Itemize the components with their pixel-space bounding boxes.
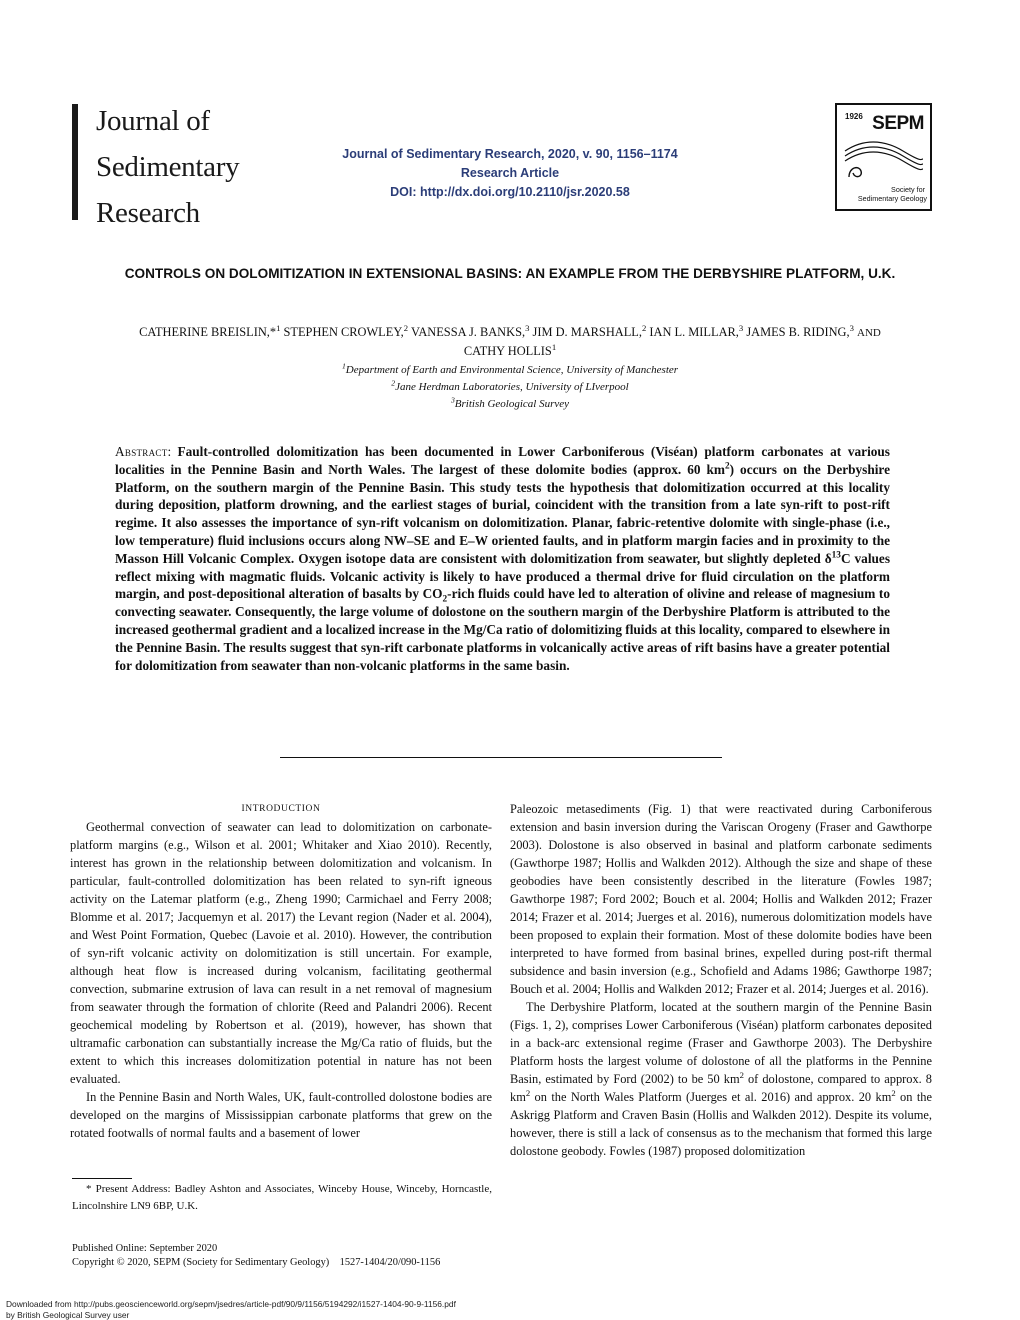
- journal-logo-bar: [72, 104, 78, 220]
- body-text: The Derbyshire Platform, located at the southern margin of the Pennine Basin (Figs. 1, 2), comprises Lower Carboniferous (Viséan) platform carbonates deposited in a back-arc extensional regime (Fraser and Gawthorpe 2003). The Derbyshire Platform hosts the largest volume of dolostone of all the platforms in the Pennine Basin, estimated by Ford (2002) to be 50 km: [510, 1000, 932, 1086]
- author-affil-sup: 2: [641, 322, 647, 333]
- author-affil-sup: 3: [738, 322, 744, 333]
- affiliation: [160, 396, 860, 412]
- download-url[interactable]: Downloaded from http://pubs.geoscienceworld.org/sepm/jsedres/article-pdf/90/9/1156/5194292/i1527-1404-90-9-1156.pdf: [6, 1299, 456, 1309]
- strata-icon: [843, 137, 925, 181]
- abstract-text: C values reflect mixing with magmatic fluids. Volcanic activity is likely to have produced a thermal drive for fluid circulation on the platform margin, and post-depositional alteration of basalts by CO: [115, 550, 890, 602]
- logo-caption: [858, 186, 925, 203]
- article-code: 1527-1404/20/090-1156: [339, 1257, 441, 1268]
- citation-block: [260, 145, 760, 202]
- author-affil-sup: 1: [276, 322, 281, 333]
- body-paragraph: Geothermal convection of seawater can lead to dolomitization on carbonate-platform margins (e.g., Wilson et al. 2001; Whitaker and Xiao 2010). Recently, interest has grown in the relationship between dolomitization and volcanism. In particular, fault-controlled dolomitization has been related to syn-rift igneous activity on the Latemar platform (e.g., Zheng 1990; Carmichael and Ferry 2008; Blomme et al. 2017; Jacquemyn et al. 2017) the Levant region (Nader et al. 2004), and West Point Formation, Quebec (Lavoie et al. 2010). However, the contribution of syn-rift volcanic activity on dolomitization is still uncertain. For example, although heat flow is increased during volcanism, facilitating geothermal convection, submarine extrusion of lava can result in a net removal of magnesium from seawater through the formation of chlorite (Reed and Palandri 2006). Recent geochemical modeling by Robertson et al. (2019), however, has shown that ultramafic carbonation can substantially increase the Mg/Ca ratio of fluids, but the extent to which this increases dolomitization potential in nature has not been evaluated.: [70, 820, 492, 1086]
- citation-line: Journal of Sedimentary Research, 2020, v. 90, 1156–1174: [342, 147, 678, 161]
- body-sup: 2: [891, 1087, 896, 1098]
- logo-brand: SEPM: [872, 113, 924, 134]
- author-name[interactable]: JIM D. MARSHALL,: [532, 325, 642, 339]
- affiliation-text: Department of Earth and Environmental Science, University of Manchester: [345, 364, 679, 376]
- logo-caption-line-1: Society for: [891, 185, 925, 194]
- body-paragraph: In the Pennine Basin and North Wales, UK, fault-controlled dolostone bodies are developed on the margins of Mississippian carbonate platforms that grew on the rotated footwalls of normal faults and a basement of lower: [70, 1090, 492, 1140]
- body-text: on the North Wales Platform (Juerges et al. 2016) and approx. 20 km: [530, 1090, 892, 1104]
- right-column: [510, 800, 932, 1160]
- logo-year: 1926: [845, 112, 863, 121]
- copyright-line: [72, 1256, 440, 1270]
- journal-name-line-1: Journal of: [96, 105, 210, 137]
- copyright-text: Copyright © 2020, SEPM (Society for Sedimentary Geology): [72, 1257, 330, 1268]
- doi-link[interactable]: DOI: http://dx.doi.org/10.2110/jsr.2020.58: [390, 185, 630, 199]
- author-name[interactable]: JAMES B. RIDING,: [746, 325, 850, 339]
- author-name[interactable]: IAN L. MILLAR,: [649, 325, 739, 339]
- author-name[interactable]: STEPHEN CROWLEY,: [283, 325, 404, 339]
- author-affil-sup: 3: [849, 322, 854, 333]
- journal-wordmark: [96, 98, 239, 236]
- sepm-logo: [835, 103, 932, 211]
- abstract: [115, 443, 890, 674]
- journal-name-line-2: Sedimentary: [96, 151, 240, 183]
- download-stamp: [6, 1299, 456, 1320]
- affiliation: [160, 362, 860, 378]
- affiliation-text: British Geological Survey: [454, 398, 570, 410]
- abstract-text: Fault-controlled dolomitization has been documented in Lower Carboniferous (Viséan) platform carbonates at various localities in the Pennine Basin and North Wales. The largest of these dolomite bodies (approx. 60 km: [115, 444, 890, 477]
- logo-caption-line-2: Sedimentary Geology: [857, 193, 927, 203]
- abstract-label: Abstract:: [115, 444, 172, 459]
- footnote-rule: [72, 1178, 132, 1179]
- body-paragraph: [510, 998, 932, 1160]
- author-name[interactable]: CATHERINE BREISLIN,*: [139, 325, 277, 339]
- affiliation-sup: 2: [391, 378, 396, 388]
- download-user: by British Geological Survey user: [6, 1309, 130, 1320]
- affiliation-text: Jane Herdman Laboratories, University of LIverpool: [395, 381, 629, 393]
- footnote: * Present Address: Badley Ashton and Associates, Winceby House, Winceby, Horncastle, Lincolnshire LN9 6BP, U.K.: [72, 1183, 492, 1212]
- author-affil-sup: 1: [551, 341, 557, 352]
- abstract-sup: 13: [831, 550, 841, 561]
- article-title: CONTROLS ON DOLOMITIZATION IN EXTENSIONAL BASINS: AN EXAMPLE FROM THE DERBYSHIRE PLATFORM, U.K.: [124, 266, 896, 281]
- affiliation-sup: 3: [450, 395, 455, 405]
- abstract-sup: 2: [724, 461, 730, 472]
- section-divider: [280, 757, 722, 758]
- author-name[interactable]: CATHY HOLLIS: [463, 344, 552, 358]
- author-conjunction: AND: [857, 327, 881, 339]
- body-sup: 2: [739, 1069, 744, 1080]
- author-affil-sup: 3: [525, 322, 530, 333]
- author-affil-sup: 2: [403, 322, 409, 333]
- body-text: of dolostone, compared to approx. 8 km: [510, 1072, 933, 1104]
- left-column: [70, 800, 492, 1142]
- published-date: Published Online: September 2020: [72, 1243, 218, 1254]
- journal-name-line-3: Research: [96, 197, 200, 229]
- abstract-sub: 2: [442, 595, 448, 606]
- abstract-text: -rich fluids could have led to alteration of olivine and release of magnesium to convecting seawater. Consequently, the large volume of dolostone on the southern margin of the Derbyshire Platform is attributed to the increased geothermal gradient and a localized increase in the Mg/Ca ratio of dolomitizing fluids at this locality, compared to elsewhere in the Pennine Basin. The results suggest that syn-rift carbonate platforms in volcanically active areas of rift basins have a greater potential for dolomitization from seawater than non-volcanic platforms in the same basin.: [115, 586, 890, 673]
- publication-info: [72, 1242, 440, 1270]
- author-list: [60, 323, 960, 360]
- abstract-text: ) occurs on the Derbyshire Platform, on the southern margin of the Pennine Basin. This study tests the hypothesis that dolomitization occurred at this locality during deposition, platform drowning, and the earliest stages of burial, coincident with the transition from a late syn-rift to post-rift regime. It also assesses the importance of syn-rift volcanism on dolomitization. Planar, fabric-retentive dolomite with single-phase (i.e., low temperature) fluid inclusions occurs along NW–SE and E–W oriented faults, and in platform margin facies and in proximity to the Masson Hill Volcanic Complex. Oxygen isotope data are consistent with dolomitization from seawater, but slightly depleted δ: [115, 461, 890, 566]
- body-text: on the Askrigg Platform and Craven Basin (Hollis and Walkden 2012). Despite its volume, however, there is still a lack of consensus as to the mechanism that formed this large dolostone geobody. Fowles (1987) proposed dolomitization: [510, 1090, 932, 1158]
- section-heading: INTRODUCTION: [241, 804, 321, 814]
- body-paragraph: Paleozoic metasediments (Fig. 1) that were reactivated during Carboniferous extension and basin inversion during the Variscan Orogeny (Fraser and Gawthorpe 2003). Dolostone is also observed in basinal and platform carbonate sediments (Gawthorpe 1987; Hollis and Walkden 2012). Although the size and shape of these geobodies have been consistently described in the literature (Fowles 1987; Gawthorpe 1987; Ford 2002; Bouch et al. 2004; Hollis and Walkden 2012; Frazer 2014; Frazer et al. 2014; Juerges et al. 2016), numerous dolomitization models have been proposed to explain their formation. Most of these dolomite bodies have been interpreted to have formed from basinal brines, expelled during post-rift thermal subsidence and basin inversion (e.g., Schofield and Adams 1986; Gawthorpe 1987; Bouch et al. 2004; Hollis and Walkden 2012; Frazer et al. 2014; Juerges et al. 2016).: [510, 802, 932, 996]
- affiliation-sup: 1: [341, 361, 346, 371]
- article-type: Research Article: [460, 166, 560, 180]
- body-sup: 2: [525, 1087, 531, 1098]
- author-name[interactable]: VANESSA J. BANKS,: [410, 325, 526, 339]
- affiliation: [160, 379, 860, 395]
